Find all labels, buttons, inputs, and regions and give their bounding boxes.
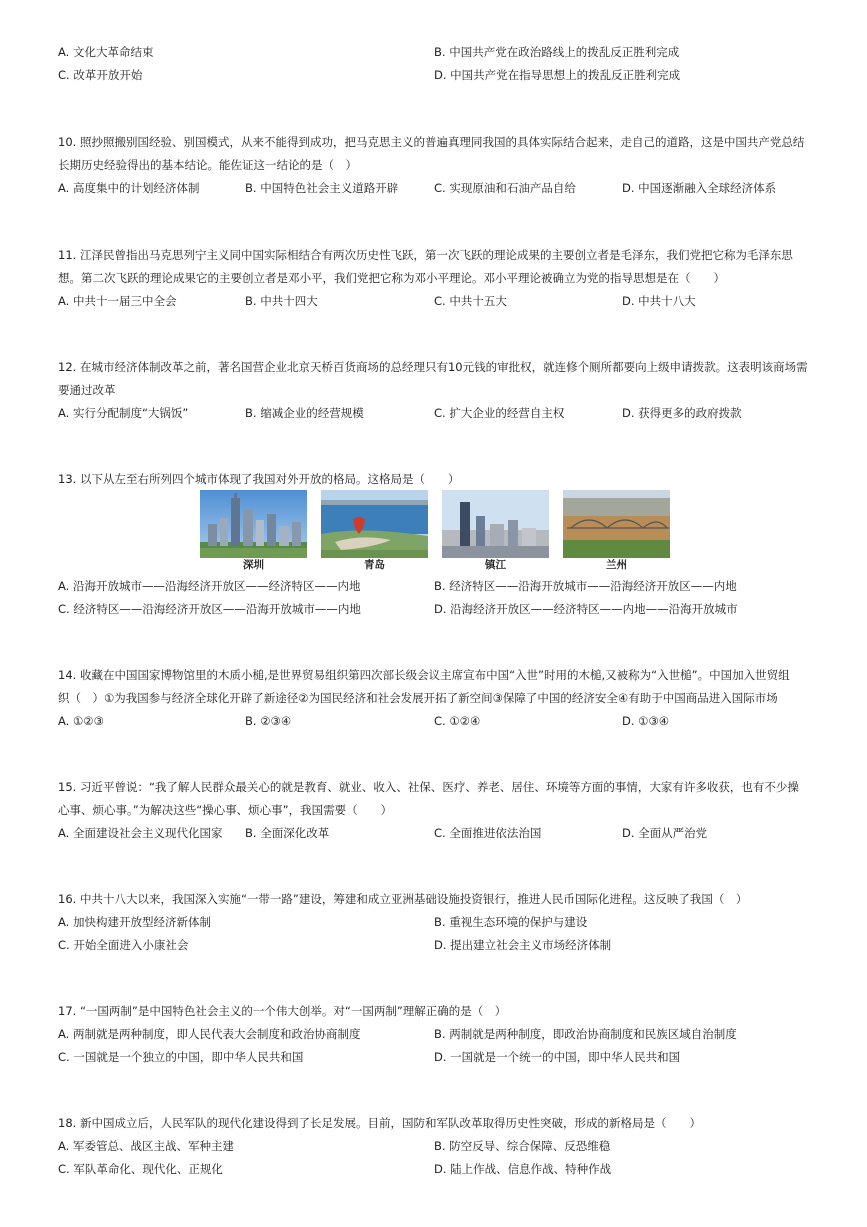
question-stem: 11. 江泽民曾指出马克思列宁主义同中国实际相结合有两次历史性飞跃，第一次飞跃的理论成果的主要创立者是毛泽东，我们党把它称为毛泽东思 想。第二次飞跃的理论成果它的主要创立者是邓小平，我们党把它称为邓小平理论。邓小平理论被确立为党的指导思想是在（ ） [58,248,793,285]
photo-qingdao [321,490,428,572]
question-stem: 10. 照抄照搬别国经验、别国模式，从来不能得到成功，把马克思主义的普遍真理同我国的具体实际结合起来，走自己的道路，这是中国共产党总结 长期历史经验得出的基本结论。能佐证这一结论的是（ ） [58,135,805,172]
photo-lanzhou [563,490,670,572]
question-stem: 18. 新中国成立后，人民军队的现代化建设得到了长足发展。目前，国防和军队改革取得历史性突破，形成的新格局是（ ） [58,1116,701,1130]
option-a[interactable]: A. 军委管总、战区主战、军种主建 [58,1139,234,1153]
option-a[interactable]: A. 文化大革命结束 [58,45,154,59]
options-row [58,710,810,733]
option-a[interactable]: A. ①②③ [58,714,104,728]
question-stem: 15. 习近平曾说：“我了解人民群众最关心的就是教育、就业、收入、社保、医疗、养老、居住、环境等方面的事情，大家有许多收获，也有不少操 心事、烦心事。”为解决这些“操心事、烦心事”，我国需要（ ） [58,780,799,817]
option-b[interactable]: B. 经济特区——沿海开放城市——沿海经济开放区——内地 [434,579,737,593]
option-b[interactable]: B. 中国共产党在政治路线上的拨乱反正胜利完成 [434,45,680,59]
options-row-2 [58,1046,810,1069]
option-b[interactable]: B. 中共十四大 [245,294,318,308]
option-d[interactable]: D. 中共十八大 [622,294,696,308]
question-stem: 12. 在城市经济体制改革之前，著名国营企业北京天桥百货商场的总经理只有10元钱的审批权，就连修个厕所都要向上级申请拨款。这表明该商场需 要通过改革 [58,360,808,397]
option-a[interactable]: A. 沿海开放城市——沿海经济开放区——经济特区——内地 [58,579,361,593]
city-image [442,490,549,558]
option-a[interactable]: A. 两制就是两种制度，即人民代表大会制度和政治协商制度 [58,1027,361,1041]
city-caption: 镇江 [485,559,506,571]
photo-shenzhen [200,490,307,572]
options-row-2 [58,934,810,957]
option-d[interactable]: D. 获得更多的政府拨款 [622,406,742,420]
option-c[interactable]: C. 一国就是一个独立的中国，即中华人民共和国 [58,1050,304,1064]
question-13-options [58,575,810,621]
city-caption: 深圳 [243,559,264,571]
options-row-1 [58,575,810,598]
option-c[interactable]: C. 军队革命化、现代化、正规化 [58,1162,223,1176]
city-caption: 兰州 [606,559,627,571]
option-d[interactable]: D. 陆上作战、信息作战、特种作战 [434,1162,612,1176]
question-13 [58,468,810,491]
option-b[interactable]: B. ②③④ [245,714,292,728]
city-photos [200,490,670,572]
question-stem: 17. “一国两制”是中国特色社会主义的一个伟大创举。对“一国两制”理解正确的是（ ） [58,1004,507,1018]
option-c[interactable]: C. 全面推进依法治国 [434,826,542,840]
options-row [58,402,810,425]
question-14 [58,664,810,733]
option-b[interactable]: B. 重视生态环境的保护与建设 [434,915,588,929]
option-c[interactable]: C. 经济特区——沿海经济开放区——沿海开放城市——内地 [58,602,361,616]
option-a[interactable]: A. 实行分配制度“大锅饭” [58,406,189,420]
question-12 [58,356,810,425]
option-c[interactable]: C. 实现原油和石油产品自给 [434,181,576,195]
option-c[interactable]: C. 中共十五大 [434,294,507,308]
options-row-1 [58,1023,810,1046]
option-d[interactable]: D. 提出建立社会主义市场经济体制 [434,938,612,952]
option-d[interactable]: D. 全面从严治党 [622,826,708,840]
option-b[interactable]: B. 缩减企业的经营规模 [245,406,364,420]
question-9-options [58,41,810,87]
option-c[interactable]: C. 开始全面进入小康社会 [58,938,189,952]
option-d[interactable]: D. 中国逐渐融入全球经济体系 [622,181,777,195]
option-b[interactable]: B. 中国特色社会主义道路开辟 [245,181,399,195]
option-b[interactable]: B. 防空反导、综合保障、反恐维稳 [434,1139,611,1153]
question-stem: 14. 收藏在中国国家博物馆里的木质小槌,是世界贸易组织第四次部长级会议主席宣布中国“入世”时用的木槌,又被称为“入世槌”。中国加入世贸组 织（ ）①为我国参与经济全球化开辟了新途径②为国民经济和社会发展开拓了新空间③保障了中国的经济安全④有助于中国商品进入国际市场 [58,668,790,705]
question-16 [58,888,810,957]
options-row-1 [58,41,810,64]
options-row-2 [58,598,810,621]
option-c[interactable]: C. 扩大企业的经营自主权 [434,406,565,420]
question-10 [58,131,810,200]
options-row-1 [58,911,810,934]
photo-zhenjiang [442,490,549,572]
options-row [58,290,810,313]
option-c[interactable]: C. ①②④ [434,714,481,728]
question-11 [58,244,810,313]
question-17 [58,1000,810,1069]
option-c[interactable]: C. 改革开放开始 [58,68,143,82]
options-row-1 [58,1135,810,1158]
coastline-image [321,490,428,558]
skyline-image [200,490,307,558]
question-18 [58,1112,810,1181]
question-stem: 16. 中共十八大以来，我国深入实施“一带一路”建设，筹建和成立亚洲基础设施投资银行，推进人民币国际化进程。这反映了我国（ ） [58,892,748,906]
city-caption: 青岛 [364,559,385,571]
options-row [58,822,810,845]
option-a[interactable]: A. 高度集中的计划经济体制 [58,181,200,195]
options-row-2 [58,1158,810,1181]
option-d[interactable]: D. 中国共产党在指导思想上的拨乱反正胜利完成 [434,68,681,82]
option-d[interactable]: D. 一国就是一个统一的中国，即中华人民共和国 [434,1050,681,1064]
option-d[interactable]: D. ①③④ [622,714,670,728]
option-b[interactable]: B. 两制就是两种制度，即政治协商制度和民族区域自治制度 [434,1027,737,1041]
option-d[interactable]: D. 沿海经济开放区——经济特区——内地——沿海开放城市 [434,602,738,616]
option-b[interactable]: B. 全面深化改革 [245,826,330,840]
bridge-image [563,490,670,558]
question-15 [58,776,810,845]
options-row [58,177,810,200]
option-a[interactable]: A. 全面建设社会主义现代化国家 [58,826,223,840]
question-stem: 13. 以下从左至右所列四个城市体现了我国对外开放的格局。这格局是（ ） [58,472,460,486]
options-row-2 [58,64,810,87]
option-a[interactable]: A. 中共十一届三中全会 [58,294,177,308]
option-a[interactable]: A. 加快构建开放型经济新体制 [58,915,211,929]
